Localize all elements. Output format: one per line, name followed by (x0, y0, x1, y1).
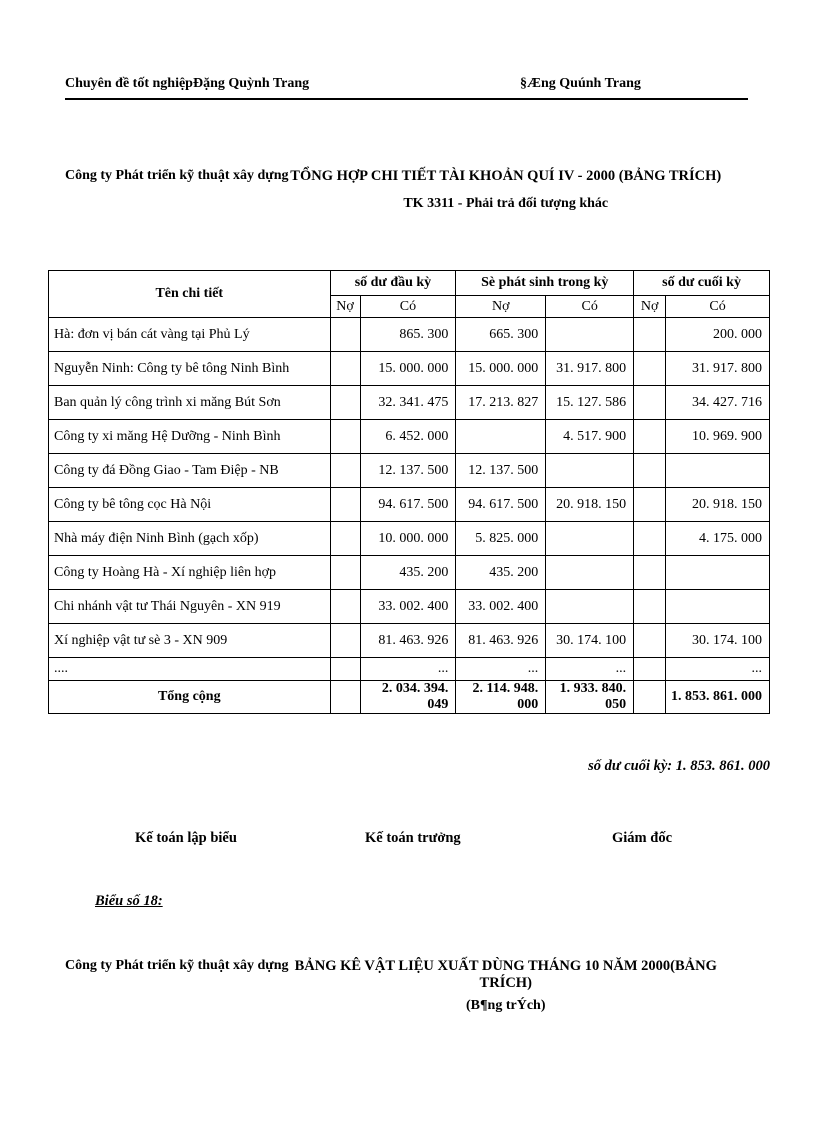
cell-dk_no (330, 488, 360, 522)
cell-ps_co (546, 318, 634, 352)
total-opening-debit (330, 681, 360, 714)
signature-chief-accountant: Kế toán trưởng (365, 830, 461, 846)
cell-name: Ban quản lý công trình xi măng Bút Sơn (49, 386, 331, 420)
table-row (49, 386, 770, 420)
cell-dk_co: 15. 000. 000 (360, 352, 456, 386)
cell-ck_co (666, 556, 770, 590)
table-row (49, 658, 770, 681)
cell-name: Công ty xi măng Hệ Dưỡng - Ninh Bình (49, 420, 331, 454)
signature-row (0, 830, 816, 850)
cell-ck_no (634, 420, 666, 454)
header-right-text: §Æng Quúnh Trang (520, 76, 641, 91)
cell-ps_co (546, 590, 634, 624)
cell-ck_no (634, 318, 666, 352)
cell-name: Hà: đơn vị bán cát vàng tại Phủ Lý (49, 318, 331, 352)
cell-ck_co (666, 590, 770, 624)
cell-dk_co: 435. 200 (360, 556, 456, 590)
section2-heading (65, 958, 768, 1014)
cell-ps_no: 15. 000. 000 (456, 352, 546, 386)
col-header-period: Sè phát sinh trong kỳ (456, 271, 634, 296)
report-subtitle: TK 3311 - Phải trả đối tượng khác (403, 196, 609, 211)
cell-ck_co: 10. 969. 900 (666, 420, 770, 454)
cell-dk_no (330, 658, 360, 681)
closing-balance-note: số dư cuối kỳ: 1. 853. 861. 000 (588, 758, 770, 774)
cell-dk_no (330, 318, 360, 352)
cell-dk_co: 6. 452. 000 (360, 420, 456, 454)
cell-ck_co: 4. 175. 000 (666, 522, 770, 556)
cell-dk_no (330, 522, 360, 556)
cell-ck_no (634, 590, 666, 624)
signature-accountant-preparer: Kế toán lập biểu (135, 830, 237, 846)
table-footer (49, 681, 770, 714)
table-row (49, 488, 770, 522)
signature-director: Giám đốc (612, 830, 673, 846)
section1-heading (65, 168, 768, 212)
cell-ck_co: 20. 918. 150 (666, 488, 770, 522)
col-subheader-opening-credit: Có (360, 296, 456, 318)
cell-ck_no (634, 352, 666, 386)
header-left-text: Chuyên đề tốt nghiệpĐặng Quỳnh Trang (65, 76, 310, 91)
cell-ps_co: 20. 918. 150 (546, 488, 634, 522)
col-subheader-period-debit: Nợ (456, 296, 546, 318)
col-subheader-closing-credit: Có (666, 296, 770, 318)
cell-name: Nhà máy điện Ninh Bình (gạch xốp) (49, 522, 331, 556)
cell-dk_co: 94. 617. 500 (360, 488, 456, 522)
total-opening-credit: 2. 034. 394. 049 (360, 681, 456, 714)
cell-name: Nguyễn Ninh: Công ty bê tông Ninh Bình (49, 352, 331, 386)
cell-ps_no: 12. 137. 500 (456, 454, 546, 488)
cell-dk_co: 865. 300 (360, 318, 456, 352)
total-period-debit: 2. 114. 948. 000 (456, 681, 546, 714)
col-header-name: Tên chi tiết (49, 271, 331, 318)
table-row (49, 454, 770, 488)
total-closing-debit (634, 681, 666, 714)
cell-name: Công ty Hoàng Hà - Xí nghiệp liên hợp (49, 556, 331, 590)
cell-dk_no (330, 454, 360, 488)
document-header (65, 76, 748, 100)
cell-dk_no (330, 590, 360, 624)
cell-ps_co (546, 556, 634, 590)
table-row (49, 318, 770, 352)
cell-dk_co: 33. 002. 400 (360, 590, 456, 624)
cell-ps_no: 17. 213. 827 (456, 386, 546, 420)
cell-ps_co: ... (546, 658, 634, 681)
cell-ps_co: 31. 917. 800 (546, 352, 634, 386)
cell-ps_no: 665. 300 (456, 318, 546, 352)
account-detail-table (48, 270, 770, 714)
cell-ck_no (634, 386, 666, 420)
col-header-opening: số dư đầu kỳ (330, 271, 456, 296)
cell-ps_co: 4. 517. 900 (546, 420, 634, 454)
cell-ck_co: 31. 917. 800 (666, 352, 770, 386)
total-closing-credit: 1. 853. 861. 000 (666, 681, 770, 714)
cell-ck_no (634, 488, 666, 522)
cell-dk_no (330, 352, 360, 386)
total-period-credit: 1. 933. 840. 050 (546, 681, 634, 714)
report2-title: BẢNG KÊ VẬT LIỆU XUẤT DÙNG THÁNG 10 NĂM 2000(BẢNG TRÍCH) (294, 958, 717, 991)
cell-ps_co: 15. 127. 586 (546, 386, 634, 420)
cell-ck_no (634, 658, 666, 681)
cell-ck_no (634, 556, 666, 590)
col-subheader-closing-debit: Nợ (634, 296, 666, 318)
cell-ck_co (666, 454, 770, 488)
cell-ck_co: 200. 000 (666, 318, 770, 352)
figure-number-label: Biểu số 18: (95, 893, 163, 909)
cell-name: Chi nhánh vật tư Thái Nguyên - XN 919 (49, 590, 331, 624)
cell-dk_no (330, 556, 360, 590)
table-row (49, 556, 770, 590)
cell-name: Công ty bê tông cọc Hà Nội (49, 488, 331, 522)
cell-dk_co: 10. 000. 000 (360, 522, 456, 556)
cell-dk_co: ... (360, 658, 456, 681)
table-header (49, 271, 770, 318)
company-name: Công ty Phát triển kỹ thuật xây dựng (65, 168, 289, 183)
cell-ck_co: 30. 174. 100 (666, 624, 770, 658)
cell-dk_co: 32. 341. 475 (360, 386, 456, 420)
cell-dk_co: 81. 463. 926 (360, 624, 456, 658)
total-row (49, 681, 770, 714)
cell-ps_co (546, 522, 634, 556)
cell-ps_no: 435. 200 (456, 556, 546, 590)
cell-ps_no: 5. 825. 000 (456, 522, 546, 556)
cell-ck_no (634, 522, 666, 556)
table-body (49, 318, 770, 681)
total-label: Tổng cộng (49, 681, 331, 714)
table-row (49, 420, 770, 454)
cell-ps_co: 30. 174. 100 (546, 624, 634, 658)
cell-ck_no (634, 624, 666, 658)
company-name-2: Công ty Phát triển kỹ thuật xây dựng (65, 958, 289, 973)
cell-name: Xí nghiệp vật tư sè 3 - XN 909 (49, 624, 331, 658)
col-subheader-opening-debit: Nợ (330, 296, 360, 318)
report2-subtitle: (B¶ng trÝch) (465, 998, 546, 1013)
cell-dk_no (330, 624, 360, 658)
col-subheader-period-credit: Có (546, 296, 634, 318)
report-title: TỔNG HỢP CHI TIẾT TÀI KHOẢN QUÍ IV - 2000 (BẢNG TRÍCH) (290, 168, 722, 184)
cell-ps_no: 81. 463. 926 (456, 624, 546, 658)
cell-ps_no: ... (456, 658, 546, 681)
table-row (49, 522, 770, 556)
cell-dk_no (330, 386, 360, 420)
report2-title-block (288, 958, 768, 1014)
cell-dk_co: 12. 137. 500 (360, 454, 456, 488)
cell-ps_no (456, 420, 546, 454)
cell-ck_co: 34. 427. 716 (666, 386, 770, 420)
cell-name: Công ty đá Đồng Giao - Tam Điệp - NB (49, 454, 331, 488)
cell-ck_co: ... (666, 658, 770, 681)
cell-name: .... (49, 658, 331, 681)
table-row (49, 590, 770, 624)
cell-ps_no: 94. 617. 500 (456, 488, 546, 522)
col-header-closing: số dư cuối kỳ (634, 271, 770, 296)
report-title-block (288, 168, 768, 212)
cell-ps_no: 33. 002. 400 (456, 590, 546, 624)
table-row (49, 352, 770, 386)
table-row (49, 624, 770, 658)
cell-ck_no (634, 454, 666, 488)
cell-dk_no (330, 420, 360, 454)
cell-ps_co (546, 454, 634, 488)
